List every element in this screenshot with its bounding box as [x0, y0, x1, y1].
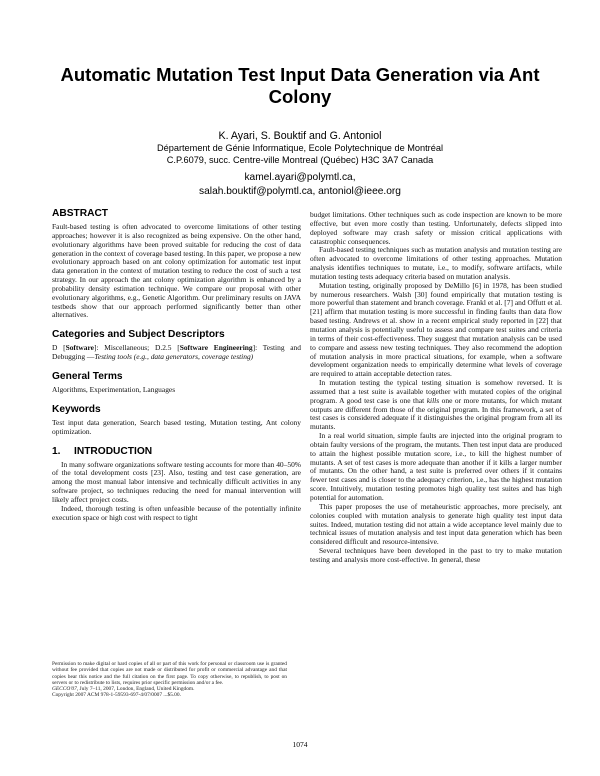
right-column: [310, 211, 562, 565]
author-names: K. Ayari, S. Bouktif and G. Antoniol: [218, 130, 382, 142]
venue-name: GECCO'07,: [52, 686, 79, 693]
affiliation-address: C.P.6079, succ. Centre-ville Montreal (Québec) H3C 3A7 Canada: [166, 154, 434, 165]
p4-end: one or more mutants, for which mutant outputs are different from those of the original program. In this framework, a set of test cases is considered adequate if it distinguishes the original program from all its mutants.: [310, 395, 562, 432]
right-paragraph-5: In a real world situation, simple faults are injected into the original program to obtain faulty versions of the program, the mutants. Then test input data are produced to attain the highest possible mutation score, i.e., to kill the highest number of mutants. A set of test cases is more adequate than another if it kills a larger number of mutants. On the other hand, a test suite is preferred over others if it contains fewer test cases and is closer to the adequacy criterion, i.e., has the highest mutation score. Intuitively, mutation testing promotes high quality test suites and has high potential for automation.: [310, 431, 562, 502]
ccs-tools: Testing tools (e.g., data generators, coverage testing): [94, 352, 254, 362]
right-paragraph-1: budget limitations. Other techniques such as code inspection are known to be more effective, but even more costly than testing. Unfortunately, defects slipped into deployed software may crash safety or mission critical applications with catastrophic consequences.: [310, 210, 562, 246]
right-paragraph-7: Several techniques have been developed in the past to try to make mutation testing and analysis more cost-effective. In general, these: [310, 546, 562, 564]
keywords-heading: Keywords: [52, 403, 101, 415]
general-terms-heading: General Terms: [52, 370, 123, 382]
abstract-text: Fault-based testing is often advocated to overcome limitations of other testing approaches; however it is also recognized as being expensive. On the other hand, evolutionary algorithms have been proved suitable for reducing the cost of data generation in the context of coverage based testing. In this paper, we propose a new evolutionary approach based on ant colony optimization for automatic test input data generation in the context of mutation testing to reduce the cost of such a test strategy. In our approach the ant colony optimization algorithm is enhanced by a probability density estimation technique. We compare our proposal with other evolutionary algorithms, e.g., Genetic Algorithm. Our preliminary results on JAVA testbeds show that our approach performed significantly better than other alternatives.: [52, 222, 301, 320]
right-paragraph-6: This paper proposes the use of metaheuristic approaches, more precisely, ant colonies coupled with mutation analysis to generate high quality test input data suites. Indeed, mutation testing did not attain a wide acceptance level mainly due to technical issues of mutation analysis and test input data generation which has been considered difficult and resource-intensive.: [310, 501, 562, 547]
email-line-2: salah.bouktif@polymtl.ca, antoniol@ieee.org: [199, 186, 401, 197]
ccs-se: Software Engineering: [179, 343, 253, 353]
section-number: 1.: [52, 445, 61, 457]
copyright-line: Copyright 2007 ACM 978-1-59593-697-4/07/0007 ...$5.00.: [52, 692, 181, 699]
ccs-testing: : Testing and Debugging —: [52, 343, 301, 362]
categories-heading: Categories and Subject Descriptors: [52, 329, 225, 341]
permission-text: Permission to make digital or hard copies of all or part of this work for personal or classroom use is granted without fee provided that copies are not made or distributed for profit or commercial advantage and that copies bear this notice and the full citation on the first page. To copy otherwise, to republish, to post on servers or to redistribute to lists, requires prior specific permission and/or a fee.: [52, 661, 287, 686]
introduction-heading: [52, 446, 301, 458]
paper-title: Automatic Mutation Test Input Data Generation via Ant Colony: [60, 64, 540, 107]
permission-block: [52, 661, 287, 699]
p4-start: In mutation testing the typical testing situation is somehow reversed. It is assumed that a test suite is available together with mutated copies of the original program. A good test case is one that: [310, 378, 562, 405]
email-line-1: kamel.ayari@polymtl.ca,: [244, 172, 356, 183]
ccs-software: Software: [65, 343, 94, 353]
author-emails: [60, 171, 540, 199]
intro-paragraph-1: In many software organizations software testing accounts for more than 40–50% of the total development costs [23]. Also, testing and test case generation, are among the most manual labor intensive and technically difficult activities in any software project, so techniques reducing the need for manual intervention will likely affect project costs.: [52, 459, 301, 504]
intro-paragraph-2: Indeed, thorough testing is often unfeasible because of the potentially infinite execution space or high cost with respect to tight: [52, 503, 301, 522]
keywords-text: Test input data generation, Search based testing, Mutation testing, Ant colony optimization.: [52, 417, 301, 436]
page-number: 1074: [292, 740, 308, 749]
right-paragraph-3: Mutation testing, originally proposed by DeMillo [6] in 1978, has been studied by numerous researchers. Walsh [30] found empirically that mutation testing is more powerful than statement and branch coverage. Frankl et al. [7] and Offutt et al. [21] affirm that mutation testing is more successful in finding faults than data flow based testing. Andrews et al. show in a recent empirical study reported in [22] that mutation analysis is potentially useful to assess and compare test suites and criteria in terms of their cost-effectiveness. They suggest that mutation analysis can be used to compare and assess new testing techniques. They also recommend the adoption of mutation analysis in more practical situations, for example, when a software development organization needs to empirically determine what levels of coverage are required to attain acceptable detection rates.: [310, 280, 562, 379]
general-terms-text: Algorithms, Experimentation, Languages: [52, 384, 176, 394]
right-paragraph-4: [310, 379, 562, 432]
ccs-d: D: [52, 343, 58, 353]
venue-details: July 7–11, 2007, London, England, United Kingdom.: [78, 686, 195, 693]
ccs-misc: : Miscellaneous; D.2.5: [96, 343, 178, 353]
affiliation-dept: Département de Génie Informatique, Ecole Polytechnique de Montréal: [156, 143, 443, 153]
section-title: INTRODUCTION: [74, 445, 153, 457]
author-block: [60, 129, 540, 199]
left-column: [52, 208, 301, 522]
abstract-heading: ABSTRACT: [52, 208, 109, 219]
categories-text: D [Software]: Miscellaneous; D.2.5 [Software Engineering]: Testing and Debugging —Testing tools (e.g., data generators, coverage testing): [52, 343, 301, 362]
right-paragraph-2: Fault-based testing techniques such as mutation analysis and mutation testing are often advocated to overcome limitations of other testing approaches. Mutation analysis identifies techniques to mutate, i.e., to modify, software artifacts, while mutation testing tests adequacy criteria based on mutation analysis.: [310, 245, 562, 281]
p4-kills: kills: [426, 395, 440, 405]
